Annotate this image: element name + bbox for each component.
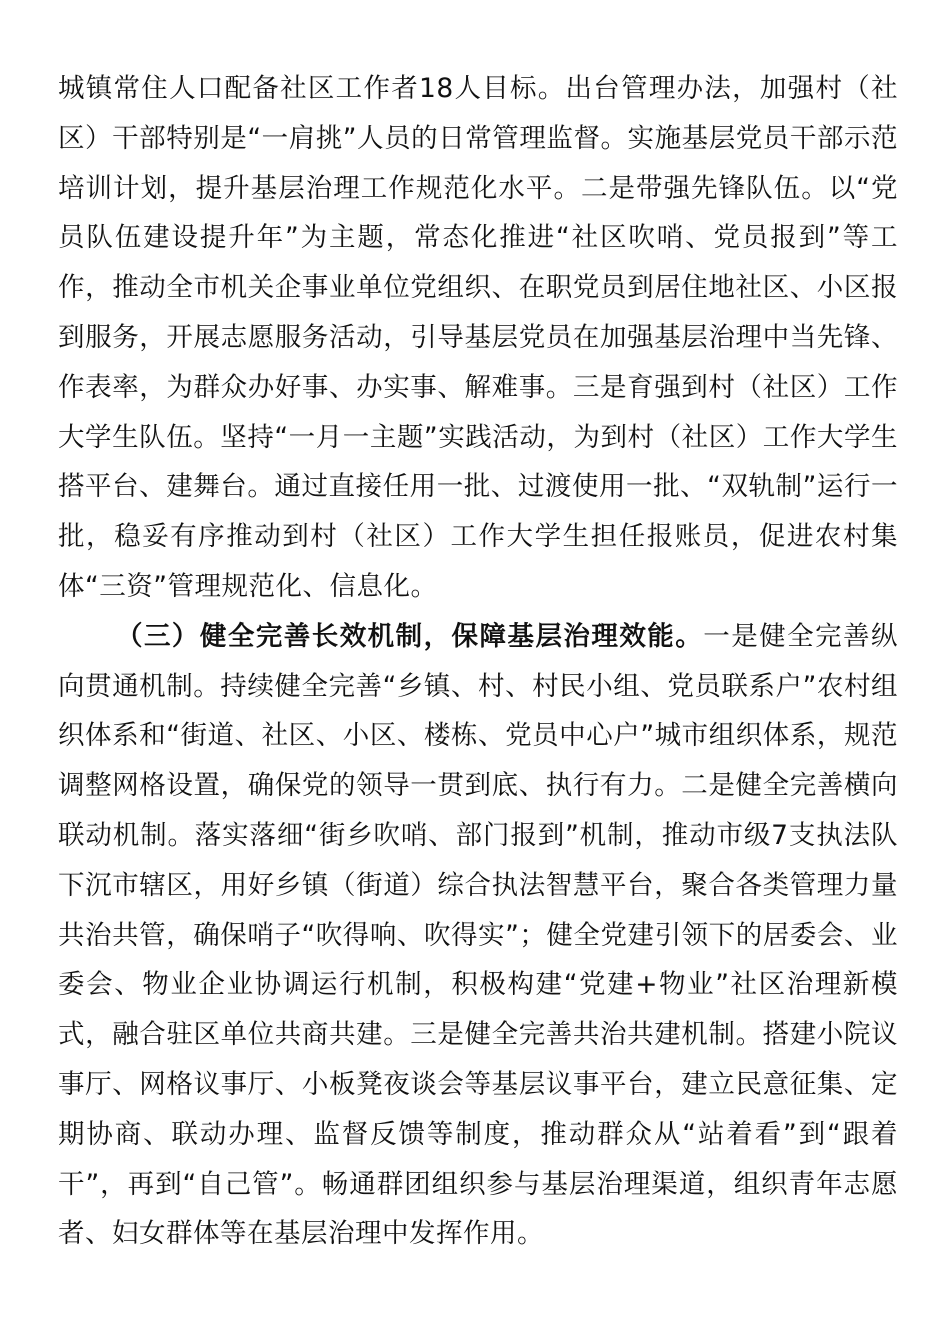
section-heading: （三）健全完善长效机制，保障基层治理效能。 [116,620,704,652]
paragraph-1-text: 城镇常住人口配备社区工作者18人目标。出台管理办法，加强村（社区）干部特别是“一肩挑”人员的日常管理监督。实施基层党员干部示范培训计划，提升基层治理工作规范化水平。二是带强先锋队伍。以“党员队伍建设提升年”为主题，常态化推进“社区吹哨、党员报到”等工作，推动全市机关企事业单位党组织、在职党员到居住地社区、小区报到服务，开展志愿服务活动，引导基层党员在加强基层治理中当先锋、作表率，为群众办好事、办实事、解难事。三是育强到村（社区）工作大学生队伍。坚持“一月一主题”实践活动，为到村（社区）工作大学生搭平台、建舞台。通过直接任用一批、过渡使用一批、“双轨制”运行一批，稳妥有序推动到村（社区）工作大学生担任报账员，促进农村集体“三资”管理规范化、信息化。 [58,73,898,602]
paragraph-2-text: 一是健全完善纵向贯通机制。持续健全完善“乡镇、村、村民小组、党员联系户”农村组织体系和“街道、社区、小区、楼栋、党员中心户”城市组织体系，规范调整网格设置，确保党的领导一贯到底、执行有力。二是健全完善横向联动机制。落实落细“街乡吹哨、部门报到”机制，推动市级7支执法队下沉市辖区，用好乡镇（街道）综合执法智慧平台，聚合各类管理力量共治共管，确保哨子“吹得响、吹得实”；健全党建引领下的居委会、业委会、物业企业协调运行机制，积极构建“党建+物业”社区治理新模式，融合驻区单位共商共建。三是健全完善共治共建机制。搭建小院议事厅、网格议事厅、小板凳夜谈会等基层议事平台，建立民意征集、定期协商、联动办理、监督反馈等制度，推动群众从“站着看”到“跟着干”，再到“自己管”。畅通群团组织参与基层治理渠道，组织青年志愿者、妇女群体等在基层治理中发挥作用。 [58,620,899,1250]
body-paragraph-1 [58,64,898,612]
document-page [58,64,898,1259]
body-paragraph-2 [58,612,898,1259]
